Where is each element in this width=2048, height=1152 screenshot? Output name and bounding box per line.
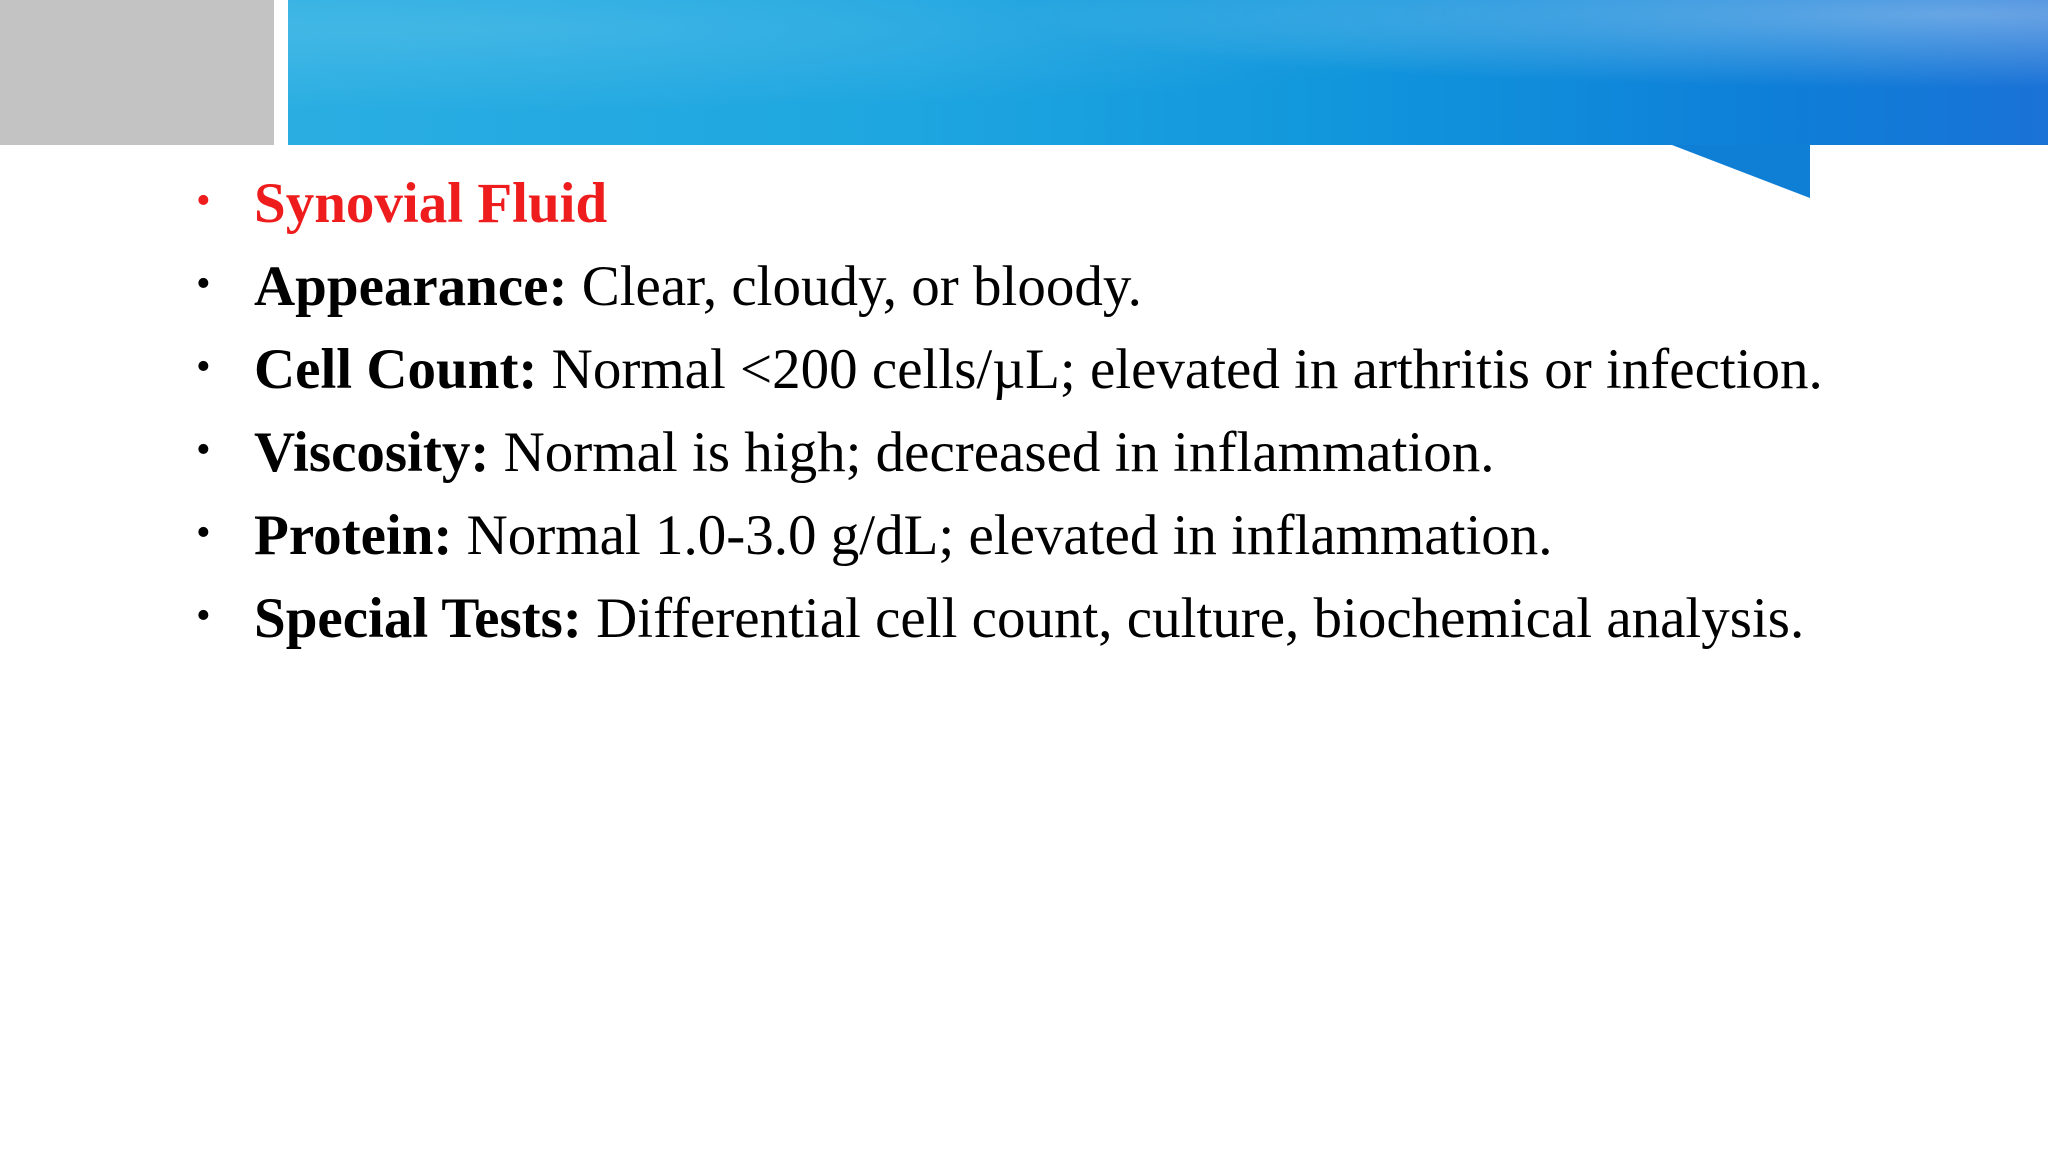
bullet-dot-icon: •: [196, 178, 211, 224]
item-text: Normal <200 cells/µL; elevated in arthritis or infection.: [537, 338, 1823, 401]
slide-content: [190, 168, 1854, 666]
bullet-viscosity: [190, 417, 1854, 489]
bullet-appearance: [190, 251, 1854, 323]
bullet-dot-icon: •: [196, 344, 211, 390]
item-label: Viscosity:: [254, 421, 490, 484]
bullet-dot-icon: •: [196, 593, 211, 639]
header-sheen: [288, 0, 2048, 145]
header-gray-block: [0, 0, 274, 145]
item-text: Clear, cloudy, or bloody.: [567, 255, 1142, 318]
item-text: Normal is high; decreased in inflammation.: [489, 421, 1495, 484]
bullet-cell-count: [190, 334, 1854, 406]
header-blue-band: [288, 0, 2048, 145]
slide-title: Synovial Fluid: [254, 172, 608, 235]
bullet-dot-icon: •: [196, 261, 211, 307]
bullet-dot-icon: •: [196, 510, 211, 556]
item-text: Normal 1.0-3.0 g/dL; elevated in inflammation.: [452, 504, 1553, 567]
bullet-title: [190, 168, 1854, 240]
bullet-special-tests: [190, 583, 1854, 655]
item-label: Protein:: [254, 504, 453, 567]
item-label: Appearance:: [254, 255, 568, 318]
bullet-dot-icon: •: [196, 427, 211, 473]
bullet-list: [190, 168, 1854, 655]
item-text: Differential cell count, culture, biochemical analysis.: [581, 587, 1805, 650]
item-label: Cell Count:: [254, 338, 538, 401]
item-label: Special Tests:: [254, 587, 582, 650]
bullet-protein: [190, 500, 1854, 572]
